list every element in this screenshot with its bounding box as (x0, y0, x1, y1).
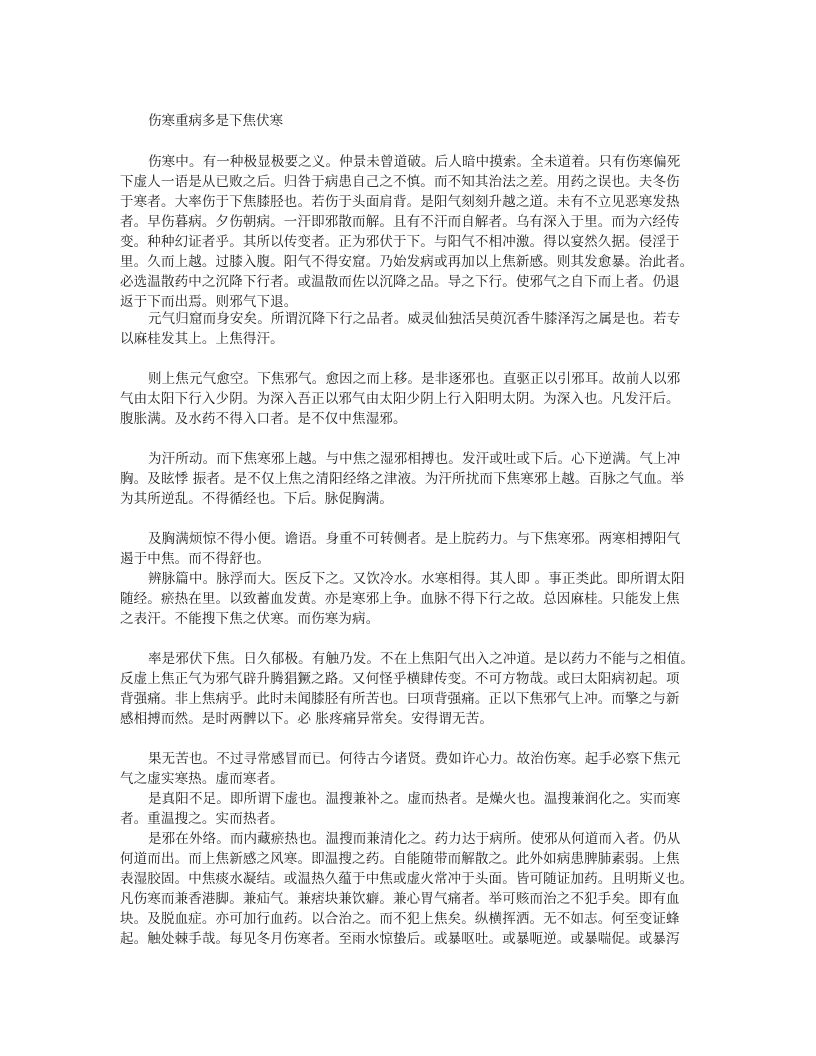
text-line: 为其所逆乱。不得循经也。下后。脉促胸满。 (120, 491, 393, 507)
text-line: 返于下而出焉。则邪气下退。 (120, 294, 298, 310)
text-line: 及胸满烦惊不得小便。谵语。身重不可转侧者。是上脘药力。与下焦寒邪。两寒相搏阳气 (148, 531, 681, 547)
text-line: 起。触处棘手哉。每见冬月伤寒者。至雨水惊蛰后。或暴呕吐。或暴呃逆。或暴喘促。或暴泻 (120, 931, 680, 947)
text-line: 腹胀满。及水药不得入口者。是不仅中焦湿邪。 (120, 411, 407, 427)
text-line: 里。久而上越。过膝入腹。阳气不得安窟。乃始发病或再加以上焦新感。则其发愈暴。治此者。 (120, 254, 694, 270)
text-line: 是真阳不足。即所谓下虚也。温搜兼补之。虚而热者。是燥火也。温搜兼润化之。实而寒 (148, 791, 681, 807)
text-line: 以麻桂发其上。上焦得汗。 (120, 331, 284, 347)
text-line: 为汗所动。而下焦寒邪上越。与中焦之湿邪相搏也。发汗或吐或下后。心下逆满。气上冲 (148, 451, 681, 467)
text-line: 块。及脱血症。亦可加行血药。以合治之。而不犯上焦矣。纵横挥洒。无不如志。何至变证蜂 (120, 911, 680, 927)
text-line: 则上焦元气愈空。下焦邪气。愈因之而上移。是非逐邪也。直驱正以引邪耳。故前人以邪 (148, 371, 681, 387)
text-line: 背强痛。非上焦病乎。此时未闻膝胫有所苦也。曰项背强痛。正以下焦邪气上冲。而擎之与新 (120, 691, 680, 707)
text-line: 于寒者。大率伤于下焦膝胫也。若伤于头面肩背。是阳气刻刻升越之道。未有不立见恶寒发热 (120, 194, 680, 210)
text-line: 者。重温搜之。实而热者。 (120, 811, 284, 827)
text-line: 元气归窟而身安矣。所谓沉降下行之品者。威灵仙独活吴萸沉香牛膝泽泻之属是也。若专 (148, 311, 681, 327)
text-line: 是邪在外络。而内藏瘀热也。温搜而兼清化之。药力达于病所。使邪从何道而入者。仍从 (148, 831, 681, 847)
text-line: 变。种种幻证者乎。其所以传变者。正为邪伏于下。与阳气不相冲激。得以宴然久据。侵淫于 (120, 234, 680, 250)
text-line: 率是邪伏下焦。日久郁极。有触乃发。不在上焦阳气出入之冲道。是以药力不能与之相值。 (148, 651, 694, 667)
text-line: 随经。瘀热在里。以致蓄血发黄。亦是寒邪上争。血脉不得下行之故。总因麻桂。只能发上焦 (120, 591, 680, 607)
text-line: 何道而出。而上焦新感之风寒。即温搜之药。自能随带而解散之。此外如病患脾肺素弱。上焦 (120, 851, 680, 867)
text-line: 伤寒中。有一种极显极要之义。仲景未曾道破。后人暗中摸索。全未道着。只有伤寒偏死 (148, 154, 681, 170)
text-line: 下虚人一语是从已败之后。归咎于病患自己之不慎。而不知其治法之差。用药之误也。夫冬伤 (120, 174, 680, 190)
text-line: 遏于中焦。而不得舒也。 (120, 551, 271, 567)
text-line: 感相搏而然。是时两髀以下。必 胀疼痛异常矣。安得谓无苦。 (120, 711, 493, 727)
text-line: 者。早伤暮病。夕伤朝病。一汗即邪散而解。且有不汗而自解者。乌有深入于里。而为六经传 (120, 214, 680, 230)
text-line: 胸。及眩悸 振者。是不仅上焦之清阳经络之津液。为汗所扰而下焦寒邪上越。百脉之气血。举 (120, 471, 685, 487)
text-line: 之表汗。不能搜下焦之伏寒。而伤寒为病。 (120, 611, 380, 627)
section-title: 伤寒重病多是下焦伏寒 (148, 113, 283, 129)
text-line: 反虚上焦正气为邪气辟升腾猖獗之路。又何怪乎横肆传变。不可方物哉。或曰太阳病初起。项 (120, 671, 680, 687)
text-line: 必选温散药中之沉降下行者。或温散而佐以沉降之品。导之下行。使邪气之自下而上者。仍退 (120, 274, 680, 290)
text-line: 气由太阳下行入少阴。为深入吾正以邪气由太阳少阴上行入阳明太阴。为深入也。凡发汗后。 (120, 391, 680, 407)
text-line: 气之虚实寒热。虚而寒者。 (120, 771, 284, 787)
text-line: 凡伤寒而兼香港脚。兼疝气。兼痞块兼饮癖。兼心胃气痛者。举可赅而治之不犯手矣。即有血 (120, 891, 680, 907)
text-line: 表湿胶固。中焦痰水凝结。或温热久蕴于中焦或虚火常冲于头面。皆可随证加药。且明斯义也。 (120, 871, 694, 887)
text-line: 辨脉篇中。脉浮而大。医反下之。又饮冷水。水寒相得。其人即 。事正类此。即所谓太阳 (148, 571, 685, 587)
text-line: 果无苦也。不过寻常感冒而已。何待古今诸贤。费如许心力。故治伤寒。起手必察下焦元 (148, 751, 681, 767)
